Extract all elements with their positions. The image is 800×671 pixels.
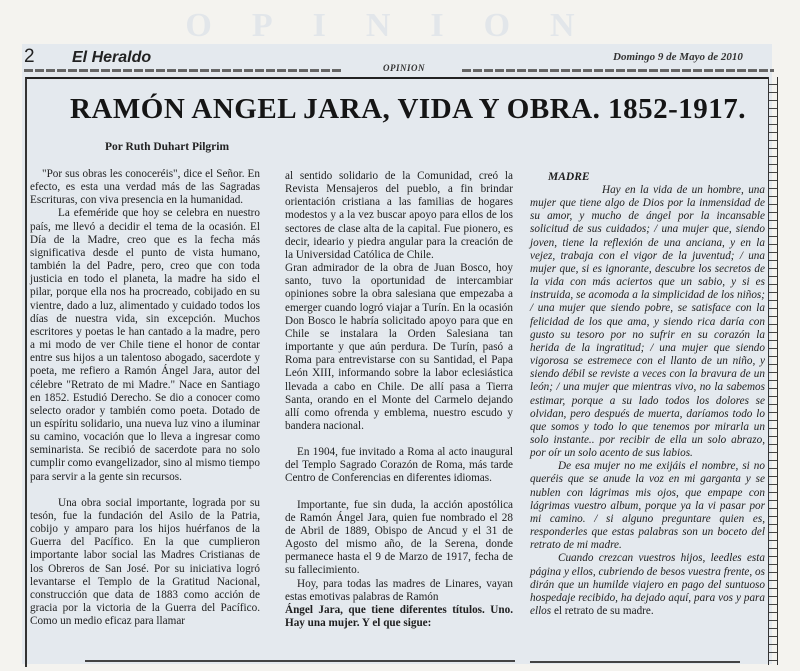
poem-text: Cuando crezcan vuestros hijos, leedles esta página y ellos, cubriendo de besos vuestra frente, os dirán que un humilde viajero en pago del suntuoso hospedaje recibido, ha dejado aquí, para vos y para ellos [530,552,765,617]
paragraph: La efeméride que hoy se celebra en nuestro país, me llevó a decidir el tema de la ocasión. El Día de la Madre, creo que es la fecha más significativa desde el punto de vista humano, también la del Padre, pero, creo que con toda justicia en todo el planeta, la madre ha sido el pilar, porque ella nos ha procreado, cobijado en su vientre, dado a luz, alimentado y cuidado todos los días de nuestra vida, sin excepción. Muchos escritores y poetas le han cantado a la madre, pero a mi modo de ver Chile tiene el honor de contar entre sus hijos a un talentoso abogado, sacerdote y poeta, me refiero a Ramón Ángel Jara, autor del célebre "Retrato de mi Madre." Nace en Santiago en 1852. Estudió Derecho. Se dio a conocer como selecto orador y también como poeta. Dotado de un espíritu solidario, una nueva luz vino a iluminar su camino, vocación que lo lleva a ingresar como seminarista. Se recibió de sacerdote para no solo cumplir como evangelizador, sino al mismo tiempo para servir a la gente sin recursos. [30,207,260,483]
decorative-ladder-border [768,77,778,665]
paragraph: Importante, fue sin duda, la acción apostólica de Ramón Ángel Jara, quien fue nombrado el 28 de Abril de 1889, Obispo de Ancud y el 31 de Agosto del mismo año, de la Serena, donde permanece hasta el 9 de Marzo de 1917, fecha de su fallecimiento. [285,498,513,577]
article-column-2 [285,170,513,630]
poem-paragraph [530,552,765,618]
masthead-dashed-rule-left [24,69,342,72]
masthead-dashed-rule-right [462,69,774,72]
section-watermark: OPINION [185,8,615,44]
poem-paragraph: Hay en la vida de un hombre, una mujer que tiene algo de Dios por la inmensidad de su amor, y mucho de ángel por la incansable solicitud de sus cuidados; / una mujer que, siendo joven, tiene la reflexión de una anciana, y en la vejez, trabaja con el vigor de la juventud; / una mujer que, si es ignorante, descubre los secretos de la vida con más aciertos que un sabio, y si es instruida, se acomoda a la simplicidad de los niños; / una mujer que siendo pobre, se satisface con la felicidad de los que ama, y siendo rica daría con gusto su tesoro por no sufrir en su corazón la herida de la ingratitud; / una mujer que siendo vigorosa se estremece con el llanto de un niño, y siendo débil se reviste a veces con la bravura de un león; / una mujer que mientras vivo, no la sabemos estimar, porque a su lado todos los dolores se olvidan, pero después de muerta, daríamos todo lo que somos y todo lo que tenemos por mirarla un solo instante.. por recibir de ella un solo abrazo, por oír un solo acento de sus labios. [530,184,765,460]
paragraph: Gran admirador de la obra de Juan Bosco, hoy santo, tuvo la oportunidad de intercambiar opiniones sobre la obra salesiana que empezaba a emerger cuando logró viajar a Turín. En la ocasión Don Bosco le habría solicitado apoyo para que en Chile se instalara la Orden Salesiana tan importante y que aún perdura. De Turín, pasó a Roma para entrevistarse con su Santidad, el Papa León XIII, informando sobre la labor eclesiástica llevada a cabo en Chile. De allí pasa a Tierra Santa, orando en el Monte del Carmelo dejando allí como ofrenda y emblema, nuestro escudo y bandera nacional. [285,262,513,432]
poem-paragraph: De esa mujer no me exijáis el nombre, si no queréis que se anude la voz en mi garganta y se nublen con lágrimas mis ojos, que empape con lágrimas vuestro album, porque ya la vi pasar por mi camino. / si alguno preguntare quien es, responderles que estas palabras son un boceto del retrato de mi madre. [530,460,765,552]
section-label: OPINION [383,63,426,73]
bottom-rule-left [85,660,515,662]
issue-date: Domingo 9 de Mayo de 2010 [613,51,743,63]
paragraph: Hoy, para todas las madres de Linares, vayan estas emotivas palabras de Ramón [285,577,513,603]
paragraph: En 1904, fue invitado a Roma al acto inaugural del Templo Sagrado Corazón de Roma, más tarde Centro de Conferencias en diferentes idiomas. [285,446,513,485]
paragraph: Una obra social importante, lograda por su tesón, fue la fundación del Asilo de la Patria, cobijo y amparo para los hijos huérfanos de la Guerra del Pacífico. En la que cumplieron importante labor social las Madres Cristianas de los Obreros de San José. Por su iniciativa logró levantarse el Templo de la Gratitud Nacional, construcción que data de 1883 como acción de gracia por la victoria de la Guerra del Pacífico. Como un medio eficaz para llamar [30,496,260,628]
article-column-1 [30,168,260,628]
poem-closing: el retrato de su madre. [553,605,654,617]
poem-title: MADRE [548,171,590,183]
article-headline: RAMÓN ANGEL JARA, VIDA Y OBRA. 1852-1917. [70,93,746,125]
paragraph: "Por sus obras les conoceréis", dice el Señor. En efecto, es esta una verdad más de las Sagradas Escrituras, con viva presencia en la humanidad. [30,168,260,207]
page-number: 2 [24,46,35,67]
paragraph: al sentido solidario de la Comunidad, creó la Revista Mensajeros del pueblo, a fin brindar orientación cristiana a las familias de hogares modestos y a la vez buscar apoyo para ellos de los sectores de clase alta de la capital. Fue pionero, es decir, ideario y piedra angular para la creación de la Universidad Católica de Chile. [285,170,513,261]
poem-column [530,170,765,618]
article-byline: Por Ruth Duhart Pilgrim [105,141,230,153]
newspaper-name: El Heraldo [72,49,152,66]
paragraph-bold-intro: Ángel Jara, que tiene diferentes títulos. Uno. Hay una mujer. Y el que sigue: [285,603,513,629]
bottom-rule-right [530,661,740,663]
